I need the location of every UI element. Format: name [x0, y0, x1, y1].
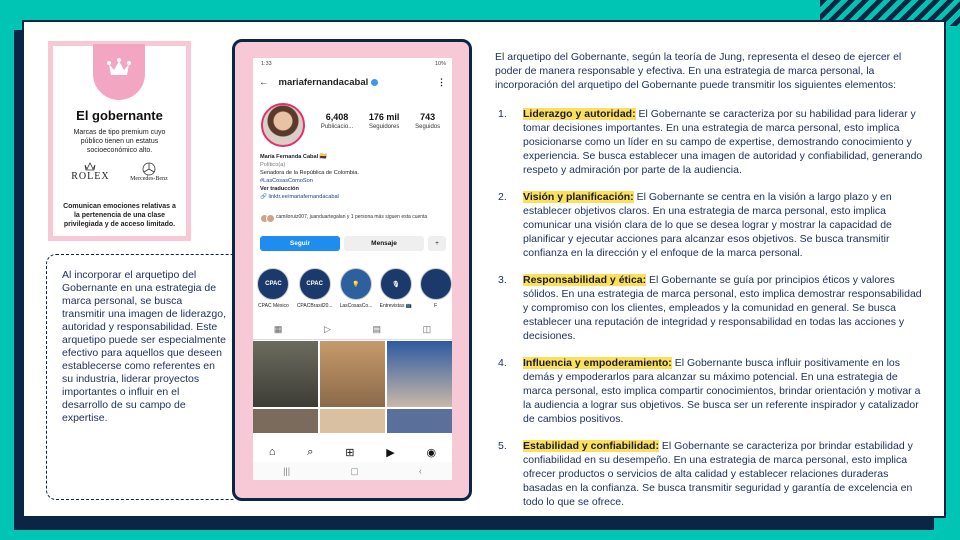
archetype-card	[48, 41, 191, 241]
card-footer: Comunican emociones relativas a la pertenencia de una clase privilegiada y de acceso limitado.	[63, 203, 176, 228]
elements-list	[495, 107, 927, 510]
bottom-nav	[253, 442, 452, 462]
rolex-crown-icon	[84, 162, 96, 171]
follow-button[interactable]: Seguir	[260, 236, 340, 251]
post-grid	[253, 341, 452, 433]
list-item: 5. Estabilidad y confiabilidad: El Gobernante se caracteriza por brindar estabilidad y confiabilidad en su desempeño. En una estrategia de marca personal, esto implica ofrecer productos o servicios de alta calidad y establecer relaciones duraderas basadas en la confianza. Se busca transmitir seguridad y garantía de excelencia en todo lo que se ofrece.	[498, 439, 913, 509]
stat-following[interactable]: 743 Seguidos	[415, 112, 441, 130]
guides-tab-icon[interactable]: ▤	[372, 324, 382, 334]
list-item: 2. Visión y planificación: El Gobernante se centra en la visión a largo plazo y en establecer objetivos claros. En una estrategia de marca personal, esto implica comunicar una visión clara de lo que se desea lograr y mostrar la capacidad de planificar y ejecutar acciones para alcanzar esos objetivos. Se busca transmitir confianza en la dirección y el enfoque de la marca personal.	[498, 190, 892, 260]
add-user-button[interactable]: +	[428, 236, 446, 251]
reels-icon[interactable]: ▶	[386, 446, 395, 459]
slide	[22, 20, 946, 518]
main-text	[495, 50, 927, 518]
highlight-item[interactable]: F	[419, 268, 452, 309]
followed-by[interactable]: camiloruiz007, juanduartegalan y 1 persona más siguen esta cuenta	[260, 214, 446, 223]
post-thumbnail[interactable]	[387, 409, 452, 433]
intro-paragraph: El arquetipo del Gobernante, según la teoría de Jung, representa el deseo de ejercer el poder de manera responsable y efectiva. En una estrategia de marca personal, la incorporación del arquetipo del Gobernante puede transmitir los siguientes elementos:	[495, 51, 902, 92]
highlight-item[interactable]: CPAC CPAC México	[257, 268, 290, 309]
message-button[interactable]: Mensaje	[344, 236, 424, 251]
highlight-item[interactable]: 💡 LasCosasCo...	[340, 268, 373, 309]
profile-username: mariafernandacabal	[279, 77, 379, 88]
more-icon[interactable]: ⋮	[437, 77, 446, 87]
post-thumbnail[interactable]	[253, 409, 318, 433]
create-icon[interactable]: ⊞	[345, 446, 355, 459]
mercedes-star-icon	[142, 162, 156, 176]
home-button-icon[interactable]: ▢	[350, 465, 359, 476]
profile-icon[interactable]: ◉	[426, 446, 437, 459]
back-arrow-icon[interactable]: ←	[259, 77, 269, 88]
highlight-item[interactable]: CPAC CPACBrasil20...	[297, 268, 333, 309]
profile-actions	[260, 236, 446, 251]
brand-logos	[61, 162, 178, 182]
profile-tabs	[253, 324, 452, 340]
profile-bio: María Fernanda Cabal 🇨🇴 Político(a) Senadora de la República de Colombia. #LasCosasComoSon Ver traducción 🔗 linktr.ee/mariafernandacabal	[260, 153, 446, 201]
avatar[interactable]	[261, 103, 305, 147]
post-thumbnail[interactable]	[320, 341, 385, 407]
back-icon[interactable]: ‹	[418, 466, 422, 476]
list-item: 3. Responsabilidad y ética: El Gobernante se guía por principios éticos y valores sólidos. En una estrategia de marca personal, esto implica demostrar responsabilidad y compromiso con los clientes, empleados y la comunidad en general. Se busca establecer una reputación de integridad y responsabilidad en todas las acciones y decisiones.	[498, 273, 922, 343]
translate-link[interactable]: Ver traducción	[260, 186, 299, 192]
bio-link[interactable]: 🔗 linktr.ee/mariafernandacabal	[260, 194, 339, 200]
stat-followers[interactable]: 176 mil Seguidores	[368, 112, 400, 130]
post-thumbnail[interactable]	[253, 341, 318, 407]
highlight-item[interactable]: 🎙 Entrevistas 📺	[379, 268, 412, 309]
phone-frame	[232, 39, 472, 501]
crown-icon	[107, 58, 131, 78]
note-box: Al incorporar el arquetipo del Gobernante en una estrategia de marca personal, se busca transmitir una imagen de liderazgo, autoridad y responsabilidad. Este arquetipo puede ser especialmente efectivo para aquellos que deseen establecerse como referentes en su industria, liderar proyectos importantes o influir en el desarrollo de su campo de expertise.	[46, 254, 241, 500]
search-icon[interactable]: ⌕	[307, 445, 314, 458]
rolex-logo: ROLEX	[71, 162, 109, 182]
stat-posts[interactable]: 6,408 Publicacio...	[320, 112, 354, 130]
story-highlights	[257, 268, 452, 309]
list-item: 4. Influencia y empoderamiento: El Gobernante busca influir positivamente en los demás y empoderarlos para alcanzar su máximo potencial. En una estrategia de marca personal, esto implica compartir conocimientos, brindar orientación y motivar a la audiencia a lograr sus objetivos. Se busca ser un referente inspirador y catalizador de cambios positivos.	[498, 356, 921, 426]
grid-tab-icon[interactable]: ▦	[273, 324, 283, 334]
recents-icon[interactable]: |||	[283, 466, 291, 476]
phone-screenshot	[253, 58, 452, 480]
list-item: 1. Liderazgo y autoridad: El Gobernante se caracteriza por su habilidad para liderar y tomar decisiones importantes. En una estrategia de marca personal, esto implica posicionarse como un líder en su campo de expertise, demostrando conocimiento y experiencia. Se busca establecer una imagen de autoridad y confiabilidad, generando respeto y admiración por parte de la audiencia.	[498, 107, 923, 177]
home-icon[interactable]: ⌂	[268, 446, 276, 458]
system-nav	[253, 462, 452, 480]
mercedes-logo: Mercedes-Benz	[130, 162, 168, 182]
card-subtitle: Marcas de tipo premium cuyo público tienen un estatus socioeconómico alto.	[73, 129, 166, 154]
hashtag-link[interactable]: #LasCosasComoSon	[260, 178, 313, 184]
tagged-tab-icon[interactable]: ◫	[422, 324, 432, 334]
verified-icon	[371, 79, 378, 86]
reels-tab-icon[interactable]: ▷	[323, 324, 331, 334]
status-bar: 1:33 10%	[261, 61, 446, 67]
profile-stats	[313, 112, 448, 130]
profile-header	[259, 77, 446, 88]
card-title: El gobernante	[76, 108, 163, 123]
post-thumbnail[interactable]	[320, 409, 385, 433]
post-thumbnail[interactable]	[387, 341, 452, 407]
